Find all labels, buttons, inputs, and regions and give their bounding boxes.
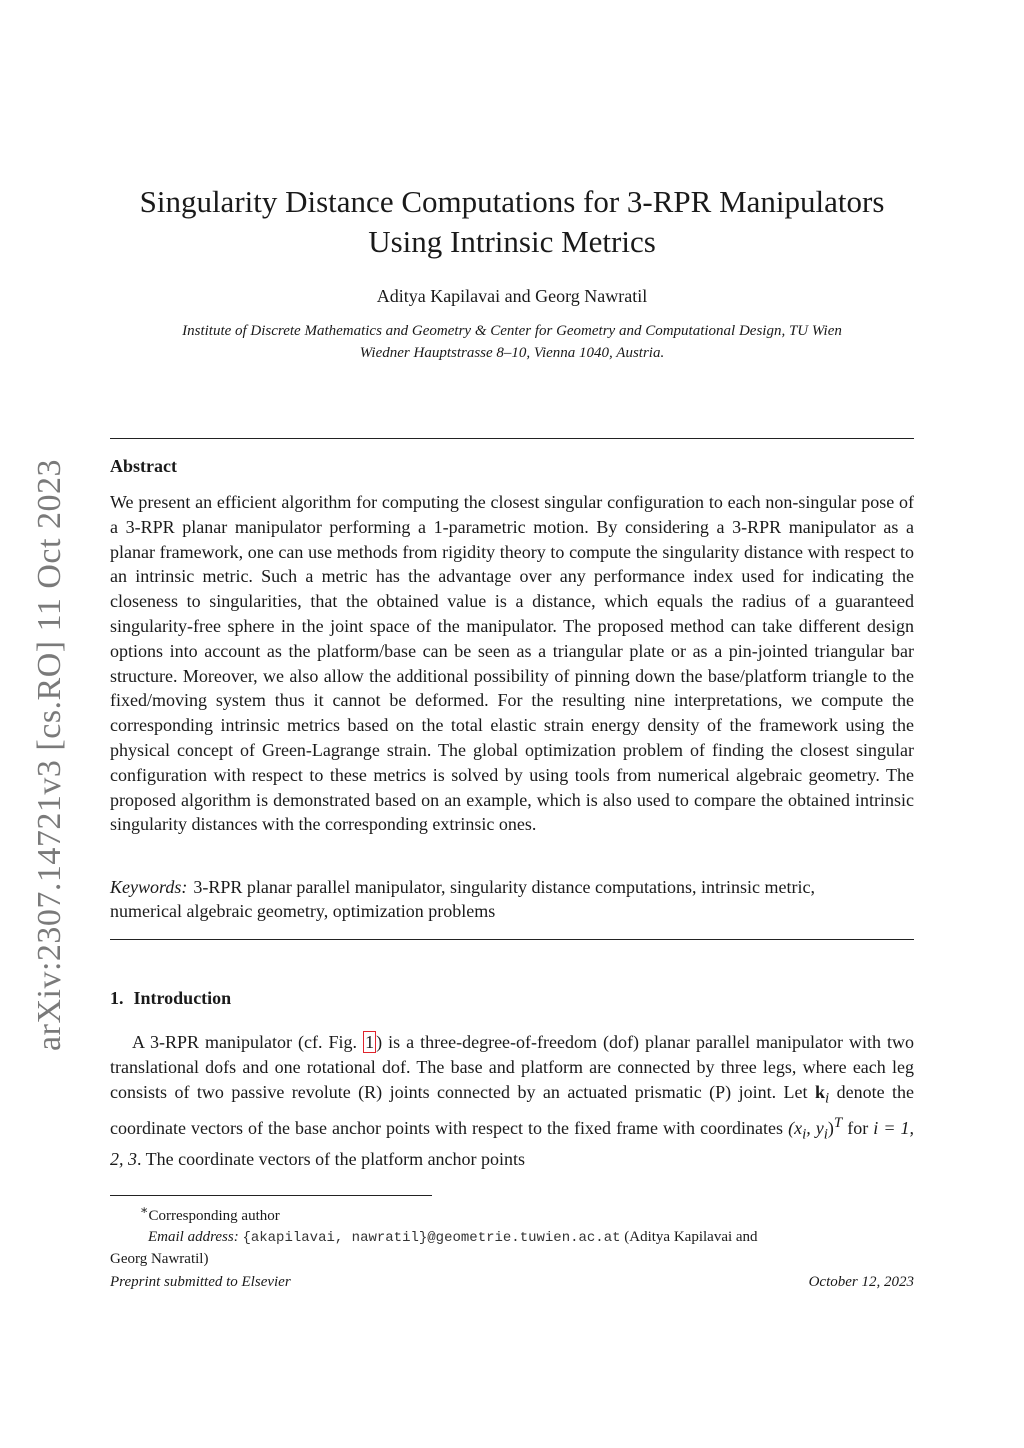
intro-text-5: . The coordinate vectors of the platform anchor points <box>137 1149 526 1170</box>
transpose-sup: T <box>833 1114 843 1131</box>
intro-text-2: ) is a three-degree-of-freedom (dof) planar parallel manipulator with two translational dofs and one rotational dof. The base and platform are connected by three legs, where each leg consists of two passive revolute (R) joints connected by an actuated prismatic (P) joint. Let <box>110 1032 914 1102</box>
coords-close: ) <box>827 1117 834 1138</box>
intro-paragraph <box>110 1030 914 1172</box>
preprint-notice: Preprint submitted to Elsevier <box>110 1274 291 1290</box>
footnote-corresponding <box>110 1200 914 1227</box>
keywords-label: Keywords: <box>110 877 188 897</box>
k-subscript: i <box>824 1090 830 1107</box>
coords-y: , y <box>806 1117 824 1138</box>
email-label: Email address: <box>148 1229 239 1245</box>
coords-x: (x <box>788 1117 803 1138</box>
affiliation-line-1: Institute of Discrete Mathematics and Geometry & Center for Geometry and Computational Design, TU Wien <box>182 323 842 339</box>
footnote-corresponding-text: Corresponding author <box>148 1208 280 1224</box>
email-address[interactable]: {akapilavai, nawratil}@geometrie.tuwien.ac.at <box>242 1230 621 1246</box>
paper-title: Singularity Distance Computations for 3-RPR Manipulators Using Intrinsic Metrics <box>139 184 885 259</box>
section-number: 1. <box>110 988 124 1008</box>
intro-text-4: for <box>842 1117 874 1138</box>
index-range: i = 1, 2, 3 <box>110 1117 914 1170</box>
affiliation-line-2: Wiedner Hauptstrasse 8–10, Vienna 1040, Austria. <box>359 345 665 361</box>
arxiv-id: arXiv:2307.14721v3 [cs.RO] 11 Oct 2023 <box>31 459 69 1051</box>
intro-text-3: denote the coordinate vectors of the base anchor points with respect to the fixed frame with coordinates <box>110 1081 914 1138</box>
figure-1-link[interactable]: 1 <box>365 1032 375 1052</box>
y-subscript: i <box>823 1126 828 1143</box>
abstract-heading: Abstract <box>110 456 177 476</box>
x-subscript: i <box>802 1126 807 1143</box>
footnote-email-cont: Georg Nawratil) <box>110 1251 209 1267</box>
authors: Aditya Kapilavai and Georg Nawratil <box>376 286 648 306</box>
footnote-rule <box>110 1195 432 1196</box>
keywords <box>110 875 870 923</box>
top-rule <box>110 438 914 439</box>
arxiv-sidebar <box>28 450 72 1060</box>
footnotes <box>110 1200 914 1270</box>
bottom-rule <box>110 939 914 940</box>
section-title: Introduction <box>133 988 232 1008</box>
footnote-star: ∗ <box>140 1203 149 1217</box>
affiliation <box>100 320 924 364</box>
preprint-date: October 12, 2023 <box>808 1274 914 1290</box>
footnote-email <box>110 1227 914 1249</box>
intro-text-1: A 3-RPR manipulator (cf. Fig. <box>132 1032 364 1052</box>
k-vector-symbol: k <box>814 1081 825 1102</box>
email-names-1: (Aditya Kapilavai and <box>624 1229 758 1245</box>
keywords-text: 3-RPR planar parallel manipulator, singularity distance computations, intrinsic metric, numerical algebraic geometry, optimization problems <box>110 877 815 921</box>
abstract-text: We present an efficient algorithm for computing the closest singular configuration to each non-singular pose of a 3-RPR planar manipulator performing a 1-parametric motion. By considering a 3-RPR manipulator as a planar framework, one can use methods from rigidity theory to compute the singularity distance with respect to an intrinsic metric. Such a metric has the advantage over any performance index used for indicating the closeness to singularities, that the obtained value is a distance, which equals the radius of a guaranteed singularity-free sphere in the joint space of the manipulator. The proposed method can take different design options into account as the platform/base can be seen as a triangular plate or as a pin-jointed triangular bar structure. Moreover, we also allow the additional possibility of pinning down the base/platform triangle to the fixed/moving system thus it cannot be deformed. For the resulting nine interpretations, we compute the corresponding intrinsic metrics based on the total elastic strain energy density of the framework using the physical concept of Green-Lagrange strain. The global optimization problem of finding the closest singular configuration with respect to these metrics is solved by using tools from numerical algebraic geometry. The proposed algorithm is demonstrated based on an example, which is also used to compare the obtained intrinsic singularity distances with the corresponding extrinsic ones. <box>110 492 914 835</box>
section-heading <box>110 988 231 1009</box>
